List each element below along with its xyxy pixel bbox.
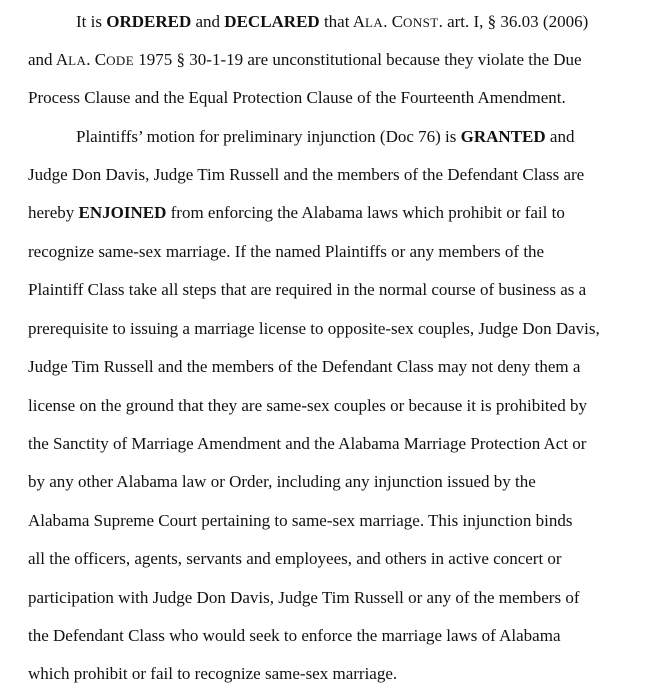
ala-smallcaps: LA — [365, 15, 384, 30]
const-cap: C — [391, 12, 404, 31]
para2-line-10: by any other Alabama law or Order, including any injunction issued by the — [28, 472, 536, 491]
text: that — [319, 12, 353, 31]
para2-line-11: Alabama Supreme Court pertaining to same-sex marriage. This injunction binds — [28, 511, 573, 530]
text: and — [545, 127, 575, 146]
para2-line-8: license on the ground that they are same-sex couples or because it is prohibited by — [28, 396, 587, 415]
para2-line-13: participation with Judge Don Davis, Judge Tim Russell or any of the members of — [28, 588, 580, 607]
para2-line-1 — [76, 127, 574, 147]
text: . — [86, 50, 95, 69]
text: . art. I, § 36.03 (2006) — [438, 12, 589, 31]
granted-bold: GRANTED — [460, 127, 546, 146]
para2-line-6: prerequisite to issuing a marriage license to opposite-sex couples, Judge Don Davis, — [28, 319, 600, 338]
text: . — [383, 12, 392, 31]
para2-line-14: the Defendant Class who would seek to enforce the marriage laws of Alabama — [28, 626, 561, 645]
para1-line-2 — [28, 50, 582, 70]
text: from enforcing the Alabama laws which prohibit or fail to — [166, 203, 565, 222]
para2-line-3 — [28, 203, 565, 223]
para2-line-9: the Sanctity of Marriage Amendment and the Alabama Marriage Protection Act or — [28, 434, 587, 453]
para2-line-4: recognize same-sex marriage. If the named Plaintiffs or any members of the — [28, 242, 545, 261]
const-smallcaps: ONST — [403, 15, 439, 30]
text: Plaintiffs’ motion for preliminary injunction (Doc 76) is — [76, 127, 461, 146]
code-smallcaps: ODE — [106, 53, 135, 68]
text: hereby — [28, 203, 79, 222]
text: and — [191, 12, 225, 31]
text: 1975 § 30-1-19 are unconstitutional because they violate the Due — [134, 50, 582, 69]
ala-smallcaps: LA — [68, 53, 87, 68]
para1-line-1 — [76, 12, 588, 32]
code-cap: C — [94, 50, 107, 69]
para2-line-5: Plaintiff Class take all steps that are required in the normal course of business as a — [28, 280, 587, 299]
enjoined-bold: ENJOINED — [78, 203, 167, 222]
para2-line-7: Judge Tim Russell and the members of the Defendant Class may not deny them a — [28, 357, 581, 376]
text: It is — [76, 12, 107, 31]
para2-line-2: Judge Don Davis, Judge Tim Russell and the members of the Defendant Class are — [28, 165, 585, 184]
declared-bold: DECLARED — [224, 12, 320, 31]
ordered-bold: ORDERED — [106, 12, 192, 31]
para2-line-15: which prohibit or fail to recognize same-sex marriage. — [28, 664, 398, 683]
text: and — [28, 50, 56, 69]
para1-line-3: Process Clause and the Equal Protection Clause of the Fourteenth Amendment. — [28, 88, 566, 107]
ala-cap: A — [352, 12, 366, 31]
para2-line-12: all the officers, agents, servants and employees, and others in active concert or — [28, 549, 562, 568]
ala-cap: A — [55, 50, 69, 69]
